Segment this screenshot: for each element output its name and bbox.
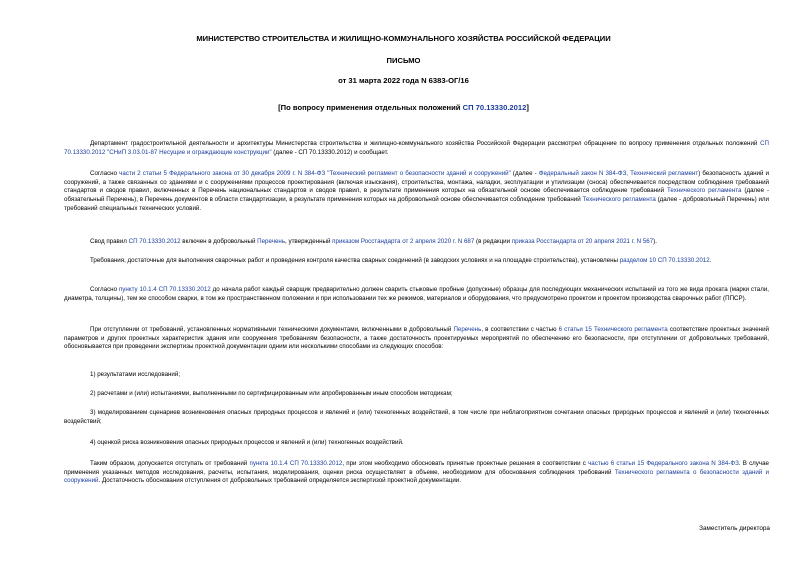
link-fz-384[interactable]: Федеральный закон N 384-ФЗ, Технический регламент <box>538 170 699 177</box>
link-tech-reg[interactable]: Технического регламента <box>666 187 742 195</box>
text: Согласно <box>90 170 120 177</box>
text: . В случае применения указанных методов исследования, расчеты, испытания, моделирования, оценки риска осуществляет в объеме, необходимом для обоснования соблюдения требований <box>64 460 769 476</box>
text: , при этом необходимо обосновать принятые проектные решения в соответствии с <box>342 460 589 467</box>
text: (далее - <box>510 170 539 177</box>
ministry-heading: МИНИСТЕРСТВО СТРОИТЕЛЬСТВА И ЖИЛИЩНО-КОММУНАЛЬНОГО ХОЗЯЙСТВА РОССИЙСКОЙ ФЕДЕРАЦИИ <box>196 34 611 43</box>
link-perechen-2[interactable]: Перечень <box>453 326 482 333</box>
link-tech-reg-2[interactable]: Технического регламента <box>582 196 656 204</box>
text: Требования, достаточные для выполнения сварочных работ и проведения контроля качества сварных соединений (в заводских условиях и на площадке строительства), установлены <box>90 257 620 264</box>
text: (далее - добровольный Перечень) или требований специальных технических условий. <box>64 196 769 212</box>
text: (в редакции <box>474 238 512 245</box>
text: 4) оценкой риска возникновения опасных природных процессов и явлений и (или) техногенных воздействий. <box>90 439 404 446</box>
paragraph-3 <box>64 238 657 247</box>
list-item-3 <box>64 409 769 426</box>
link-tech-reg-full[interactable]: Технического регламента о безопасности зданий и сооружений <box>64 468 769 485</box>
text: , утвержденный <box>285 238 333 245</box>
title-suffix: ] <box>526 103 529 112</box>
document-date-number: от 31 марта 2022 года N 6383-ОГ/16 <box>338 76 469 85</box>
link-fz-384-article[interactable]: части 2 статьи 5 Федерального закона от 30 декабря 2009 г. N 384-ФЗ "Технический регламент о безопасности зданий и сооружений" <box>119 170 511 177</box>
text: включен в добровольный <box>180 238 258 245</box>
text: ) безопасность зданий и сооружений, а также связанных со зданиями и с сооружениями процессов проектирования (включая изыскания), строительства, монтажа, наладки, эксплуатации и утилизации (сноса) обеспечивается посредством соблюдения требований стандартов и сводов правил, включенных в Перечень национальных стандартов и сводов правил, в результате применения которых на обязательной основе обеспечивается соблюдение требований <box>64 170 770 195</box>
title-prefix: [По вопросу применения отдельных положений <box>278 103 463 112</box>
link-sp[interactable]: СП 70.13330.2012 <box>128 238 181 245</box>
signature-title: Заместитель директора <box>699 525 770 532</box>
link-article-15[interactable]: 6 статьи 15 Технического регламента <box>558 326 668 333</box>
link-sp-snip[interactable]: СП 70.13330.2012 "СНиП 3.03.01-87 Несущие и ограждающие конструкции" <box>64 140 769 156</box>
paragraph-4 <box>64 257 711 266</box>
link-clause-10-1-4[interactable]: пункту 10.1.4 СП 70.13330.2012 <box>118 286 211 293</box>
text: , в соответствии с частью <box>481 326 559 333</box>
text: 2) расчетами и (или) испытаниями, выполненными по сертифицированным или апробированным иным способом методикам; <box>90 390 453 397</box>
text: 1) результатами исследований; <box>90 371 181 378</box>
text: соответствие проектных значений параметров и других проектных характеристик здания или сооружения требованиям безопасности, а также достаточность проектируемых мероприятий по обеспечению его безопасности, при отступлении от добровольных требований, обосновывается при проведении экспертизы проектной документации одним или несколькими способами из следующих способов: <box>64 326 770 351</box>
link-article-15-fz[interactable]: частью 6 статьи 15 Федерального закона N 384-ФЗ <box>588 460 739 467</box>
text: (далее - обязательный Перечень), в Перечень документов в области стандартизации, в результате применения которых на добровольной основе обеспечивается соблюдение требований <box>64 187 770 204</box>
document-title <box>0 103 807 114</box>
text: 3) моделированием сценариев возникновения опасных природных процессов и явлений и (или) техногенных воздействий, в том числе при неблагоприятном сочетании опасных природных процессов и явлений и (или) техногенных воздействий; <box>64 409 769 425</box>
paragraph-2 <box>64 170 769 213</box>
paragraph-6 <box>64 326 769 352</box>
link-clause-10-1-4-2[interactable]: пункта 10.1.4 СП 70.13330.2012 <box>249 460 343 467</box>
text: При отступлении от требований, установленных нормативными техническими документами, включенными в добровольный <box>90 326 454 333</box>
link-section-10[interactable]: разделом 10 СП 70.13330.2012 <box>619 257 710 264</box>
text: до начала работ каждый сварщик предварительно должен сварить стыковые пробные (допускные) образцы для последующих механических испытаний из того же вида проката (марки стали, диаметра, толщины), тем же способом сварки, в том же пространственном положении и при использовании тех же режимов, материалов и оборудования, что предусмотрено проектом и проектом производства сварочных работ (ППСР). <box>64 286 770 302</box>
text: ). <box>653 238 657 245</box>
text: (далее - СП 70.13330.2012) и сообщает. <box>271 148 389 156</box>
text: Таким образом, допускается отступать от требований <box>90 460 250 467</box>
link-order-567[interactable]: приказа Росстандарта от 20 апреля 2021 г. N 567 <box>511 238 654 245</box>
text: . Достаточность обоснования отступления от добровольных требований определяется экспертизой проектной документации. <box>98 477 461 485</box>
text: Департамент градостроительной деятельности и архитектуры Министерства строительства и жилищно-коммунального хозяйства Российской Федерации рассмотрел обращение по вопросу применения отдельных положений <box>90 140 761 147</box>
title-link[interactable]: СП 70.13330.2012 <box>462 103 527 112</box>
paragraph-5 <box>64 286 769 303</box>
link-perechen[interactable]: Перечень <box>257 238 286 245</box>
list-item-1 <box>64 371 180 380</box>
list-item-2 <box>64 390 453 399</box>
paragraph-1 <box>64 140 769 157</box>
text: Согласно <box>90 286 119 293</box>
text: Свод правил <box>90 238 129 245</box>
paragraph-conclusion <box>64 460 769 486</box>
list-item-4 <box>64 439 404 448</box>
text: . <box>709 257 712 264</box>
link-order-687[interactable]: приказом Росстандарта от 2 апреля 2020 г. N 687 <box>332 238 475 245</box>
document-type: ПИСЬМО <box>386 56 421 65</box>
